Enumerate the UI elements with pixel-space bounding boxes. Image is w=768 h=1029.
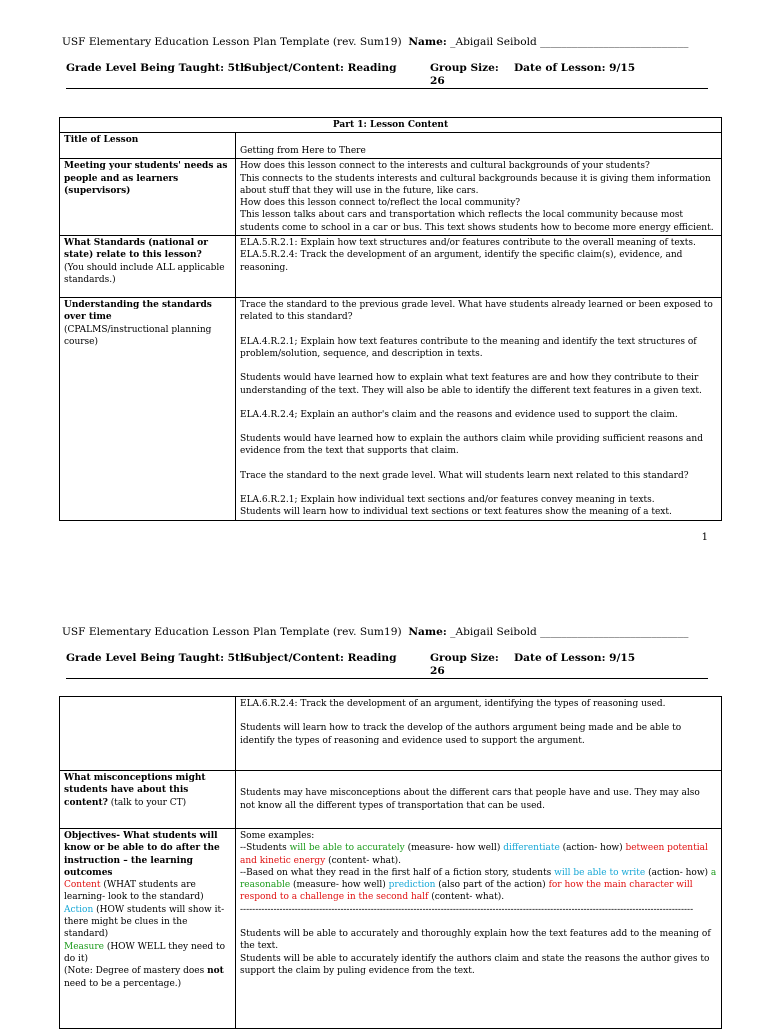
note-not: not [207, 966, 224, 977]
understanding-row [60, 298, 722, 521]
standards-label-bold: What Standards (national or state) relate to this lesson? [64, 238, 209, 261]
objectives-text [236, 829, 722, 1029]
understanding-label [60, 298, 236, 521]
content-note: (WHAT students are learning- look to the standard) [64, 880, 204, 903]
subject-content: Subject/Content: Reading [244, 62, 397, 74]
title-label: Title of Lesson [60, 133, 236, 159]
ex-action: prediction [388, 880, 436, 891]
ex-action: will be able to write [554, 867, 646, 878]
page-number: 1 [701, 532, 708, 543]
name-label: Name: [408, 626, 447, 638]
page-2 [0, 590, 768, 1024]
title-value: Getting from Here to There [236, 133, 722, 159]
continued-para: ELA.6.R.2.4: Track the development of an argument, identifying the types of reasoning used. [240, 699, 666, 709]
needs-row [60, 159, 722, 236]
ex-text: --Based on what they read in the first half of a fiction story, students [240, 867, 555, 878]
needs-line: This lesson talks about cars and transportation which reflects the local community because most students come to school in a car or bus. This text shows students how to become more energy efficient. [240, 210, 714, 233]
template-title: USF Elementary Education Lesson Plan Template (rev. Sum19) [62, 626, 402, 638]
action-legend [64, 904, 231, 941]
ex-text: (content- what). [325, 855, 401, 866]
examples-label: Some examples: [240, 831, 315, 841]
measure-word: Measure [64, 941, 104, 952]
group-size-value: 26 [430, 665, 445, 677]
grade-level: Grade Level Being Taught: 5th [66, 62, 248, 74]
mastery-note [64, 965, 231, 990]
example-2 [240, 867, 717, 904]
subject-content: Subject/Content: Reading [244, 652, 397, 664]
standard-line: ELA.5.R.2.1: Explain how text structures and/or features contribute to the overall meaning of texts. [240, 238, 696, 249]
misconceptions-text: Students may have misconceptions about the different cars that people have and use. They may also not know all the different types of transportation that can be used. [236, 771, 722, 829]
understanding-para: Students would have learned how to explain the authors claim while providing sufficient reasons and evidence from the text that supports that claim. [240, 434, 703, 457]
name-value: _Abigail Seibold ____________________________ [450, 626, 689, 638]
understanding-para: Trace the standard to the next grade level. What will students learn next related to this standard? [240, 470, 689, 481]
action-word: Action [64, 904, 94, 915]
standards-text [236, 236, 722, 298]
ex-text: (action- how) [645, 867, 711, 878]
lesson-info-bar [66, 62, 708, 89]
standards-row [60, 236, 722, 298]
divider-line: ----------------------------------------------------------------------------------------------------------------------------------------------------- [240, 904, 694, 915]
misconceptions-label-note: (talk to your CT) [107, 797, 187, 808]
ex-text: (measure- how well) [404, 843, 504, 854]
continued-label [60, 697, 236, 771]
understanding-para: ELA.4.R.2.1; Explain how text features contribute to the meaning and identify the text structures of problem/solution, sequence, and description in texts. [240, 336, 697, 359]
ex-text: (action- how) [559, 843, 626, 854]
lesson-content-table [59, 117, 722, 521]
section-title-row [60, 118, 722, 133]
standards-label [60, 236, 236, 298]
ex-action: differentiate [503, 843, 560, 854]
needs-line: This connects to the students interests and cultural backgrounds because it is giving them information about stuff that they will use in the future, like cars. [240, 173, 711, 196]
group-size [430, 62, 499, 88]
lesson-date: Date of Lesson: 9/15 [514, 62, 636, 74]
understanding-para: Students will learn how to individual text sections or text features show the meaning of a text. [240, 507, 672, 518]
continued-para: Students will learn how to track the develop of the authors argument being made and be able to identify the types of reasoning and evidence used to support the argument. [240, 723, 682, 746]
title-row [60, 133, 722, 159]
template-title: USF Elementary Education Lesson Plan Template (rev. Sum19) [62, 36, 402, 48]
ex-text: (also part of the action) [435, 880, 549, 891]
note-pre: (Note: Degree of mastery does [64, 966, 208, 977]
ex-text: (measure- how well) [290, 880, 389, 891]
ex-text: --Students [240, 843, 290, 854]
group-size-label: Group Size: [430, 652, 499, 664]
objective-2: Students will be able to accurately identify the authors claim and state the reasons the author gives to support the claim by puling evidence from the text. [240, 953, 710, 976]
objective-1: Students will be able to accurately and thoroughly explain how the text features add to the meaning of the text. [240, 929, 711, 952]
grade-level: Grade Level Being Taught: 5th [66, 652, 248, 664]
lesson-content-table-continued [59, 696, 722, 1029]
template-header [62, 36, 688, 48]
understanding-para: Students would have learned how to explain what text features are and how they contribute to their understanding of the text. They will also be able to identify the different text features in a given text. [240, 373, 702, 396]
misconceptions-row [60, 771, 722, 829]
note-post: need to be a percentage.) [64, 978, 182, 989]
name-label: Name: [408, 36, 447, 48]
understanding-text [236, 298, 722, 521]
ex-content: between potential and kinetic energy [240, 843, 708, 866]
needs-line: How does this lesson connect to/reflect the local community? [240, 198, 521, 209]
content-word: Content [64, 880, 101, 891]
understanding-label-bold: Understanding the standards over time [64, 300, 212, 323]
misconceptions-label-bold: What misconceptions might students have about this content? [64, 773, 206, 808]
measure-legend [64, 941, 231, 966]
continued-text [236, 697, 722, 771]
standards-label-note: (You should include ALL applicable standards.) [64, 262, 225, 285]
group-size [430, 652, 499, 678]
ex-measure: a reasonable [240, 867, 717, 891]
template-header [62, 626, 688, 638]
lesson-date: Date of Lesson: 9/15 [514, 652, 636, 664]
misconceptions-label [60, 771, 236, 829]
content-legend [64, 879, 231, 904]
understanding-para: ELA.4.R.2.4; Explain an author's claim and the reasons and evidence used to support the claim. [240, 409, 678, 420]
objectives-label-bold: Objectives- What students will know or be able to do after the instruction – the learning outcomes [64, 831, 220, 878]
understanding-para: ELA.6.R.2.1; Explain how individual text sections and/or features convey meaning in texts. [240, 495, 655, 506]
ex-measure: will be able to accurately [289, 843, 405, 854]
objectives-label [60, 829, 236, 1029]
ex-text: (content- what). [428, 892, 505, 903]
standard-line: ELA.5.R.2.4: Track the development of an argument, identify the specific claim(s), evidence, and reasoning. [240, 250, 683, 273]
needs-label: Meeting your students' needs as people and as learners (supervisors) [60, 159, 236, 236]
continued-standards-row [60, 697, 722, 771]
needs-text [236, 159, 722, 236]
section-title: Part 1: Lesson Content [60, 118, 722, 133]
measure-note: (HOW WELL they need to do it) [64, 941, 226, 964]
group-size-label: Group Size: [430, 62, 499, 74]
understanding-para: Trace the standard to the previous grade level. What have students already learned or been exposed to related to this standard? [240, 300, 713, 323]
action-note: (HOW students will show it- there might be clues in the standard) [64, 904, 225, 940]
ex-content: for how the main character will respond to a challenge in the second half [240, 880, 693, 903]
group-size-value: 26 [430, 75, 445, 87]
objectives-row [60, 829, 722, 1029]
needs-line: How does this lesson connect to the interests and cultural backgrounds of your students? [240, 161, 650, 172]
name-value: _Abigail Seibold ____________________________ [450, 36, 689, 48]
understanding-label-note: (CPALMS/instructional planning course) [64, 324, 212, 347]
lesson-info-bar [66, 652, 708, 679]
example-1 [240, 842, 717, 867]
